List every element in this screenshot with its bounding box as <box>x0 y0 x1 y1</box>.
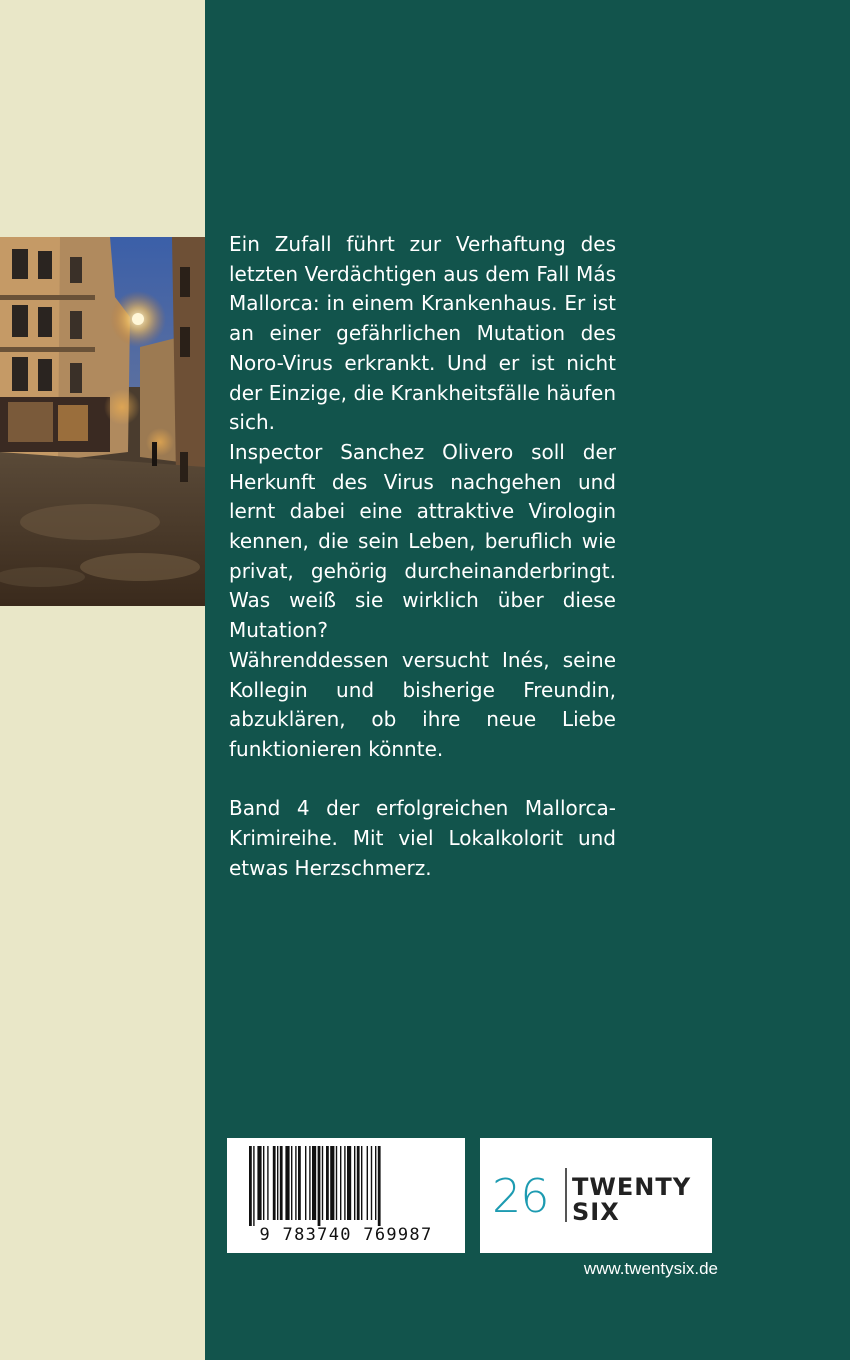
left-cream-strip <box>0 0 205 1360</box>
logo-word-twenty: TWENTY <box>572 1173 692 1201</box>
logo-number: 26 <box>492 1169 549 1223</box>
blurb-paragraph-4: Band 4 der erfolgreichen Mallorca-Krimireihe. Mit viel Lokalkolorit und etwas Herzschmerz. <box>229 796 616 880</box>
blurb-text <box>229 230 616 883</box>
barcode-icon <box>227 1138 465 1228</box>
logo-divider <box>565 1168 567 1222</box>
blurb-paragraph-3: Währenddessen versucht Inés, seine Kollegin und bisherige Freundin, abzuklären, ob ihre neue Liebe funktionieren könnte. <box>229 647 616 761</box>
street-photo <box>0 237 205 606</box>
logo-word-six: SIX <box>572 1198 620 1226</box>
blurb-paragraph-1: Ein Zufall führt zur Verhaftung des letzten Verdächtigen aus dem Fall Más Mallorca: in einem Krankenhaus. Er ist an einer gefährlichen Mutation des Noro-Virus erkrankt. Und er ist nicht der Einzige, die Krankheitsfälle häufen sich. <box>229 232 616 435</box>
publisher-website: www.twentysix.de <box>583 1259 718 1278</box>
isbn-number: 9 783740 769987 <box>259 1225 433 1245</box>
isbn-barcode <box>227 1138 465 1253</box>
blurb-paragraph-2: Inspector Sanchez Olivero soll der Herkunft des Virus nachgehen und lernt dabei eine attraktive Virologin kennen, die sein Leben, beruflich wie privat, gehörig durcheinanderbringt. Was weiß sie wirklich über diese Mutation? <box>229 439 616 643</box>
publisher-logo <box>480 1138 712 1253</box>
